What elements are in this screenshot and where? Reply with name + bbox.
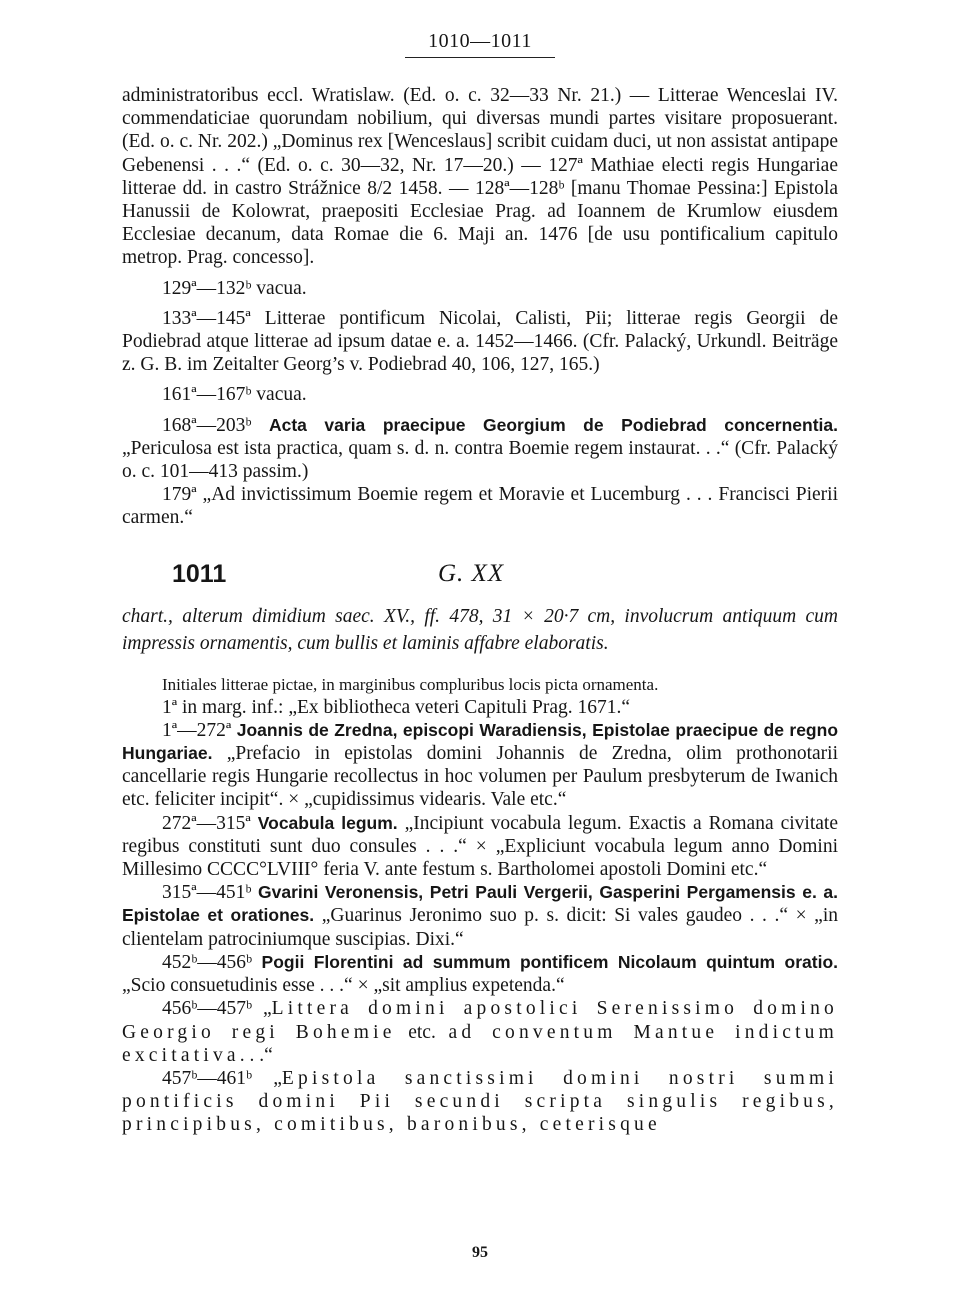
item-text: „Periculosa est ista practica, quam s. d. n. contra Boemie regem instaurat. . .“ (Cfr. Palacký o. c. 101—413 passim.) xyxy=(122,437,838,483)
header-title: 1010—1011 xyxy=(428,30,532,52)
folio-range: 457ᵇ—461ᵇ xyxy=(162,1067,253,1089)
folio-range: 168ª—203ᵇ xyxy=(162,414,252,436)
open-quote: „ xyxy=(273,1067,282,1089)
entry-1011-note: Initiales litterae pictae, in marginibus compluribus locis picta ornamenta. xyxy=(162,674,659,694)
shelf-signature: G. XX xyxy=(438,559,505,587)
entry-1010-vacua-1: 129ª—132ᵇ vacua. xyxy=(162,277,307,299)
folio-range: 456ᵇ—457ᵇ xyxy=(162,998,253,1020)
item-text: „Incipiunt vocabula legum. Exactis a Romana civitate regibus constituti sunt duo consules . . .“ × „Expliciunt vocabula legum anno Domini Millesimo CCCC°LVIII° feria V. ante festum s. Bartholomei apostoli Domini etc.“ xyxy=(122,812,838,881)
open-quote: „ xyxy=(262,998,272,1020)
entry-1011-item-littera xyxy=(122,997,838,1067)
entry-1011-description: chart., alterum dimidium saec. XV., ff. 478, 31 × 20·7 cm, involucrum antiquum cum impressis ornamentis, cum bullis et laminis affabre elaboratis. xyxy=(122,605,838,654)
entry-1011-heading xyxy=(122,560,838,600)
item-title: Gvarini Veronensis, Petri Pauli Vergerii, Gasperini Pergamensis e. a. Epistolae et orationes. xyxy=(122,882,838,926)
entry-1010-acta xyxy=(122,414,838,484)
spaced-title: Littera domini apostolici Serenissimo domino Georgio regi Bohemie xyxy=(122,998,838,1043)
item-title: Joannis de Zredna, episcopi Waradiensis, Epistolae praecipue de regno Hungariae. xyxy=(122,719,839,764)
page-number: 95 xyxy=(472,1244,488,1261)
header-rule xyxy=(405,57,555,58)
entry-1010-litterae-pontificum: 133ª—145ª Litterae pontificum Nicolai, Calisti, Pii; litterae regis Georgii de Podiebrad atque litterae ad ipsum datae e. a. 1452—1466. (Cfr. Palacký, Urkundl. Beiträge z. G. B. im Zeitalter Georg’s v. Podiebrad 40, 106, 127, 165.) xyxy=(122,307,838,376)
entry-1011-item-epistola xyxy=(122,1067,838,1137)
item-text: „Prefacio in epistolas domini Johannis de Zredna, olim prothonotarii cancellarie regis Hungarie recollectus in hoc volumen per Paulum presbyterum de Iwanich etc. feliciter incipit“. × „cupidissimus videaris. Vale etc.“ xyxy=(122,743,838,811)
main-text xyxy=(122,84,838,1137)
folio-range: 1ª—272ª xyxy=(162,719,232,741)
running-header xyxy=(0,30,960,58)
spaced-title-cont: ad conventum Mantue indictum excitativa xyxy=(122,1021,839,1066)
spaced-title: Epistola sanctissimi domini nostri summi pontificis domini Pii secundi scripta singulis regibus, principibus, comitibus, baronibus, ceterisque xyxy=(122,1067,838,1136)
folio-range: 272ª—315ª xyxy=(162,812,251,834)
entry-1010-continuation: administratoribus eccl. Wratislaw. (Ed. o. c. 32—33 Nr. 21.) — Litterae Wenceslai IV. commendaticiae quorundam nobilium, qui diversas mundi partes visitare proposuerant. (Ed. o. c. Nr. 202.) „Dominus rex [Wenceslaus] scribit cuidam duci, ut non assistat antipape Gebenensi . . .“ (Ed. o. c. 30—32, Nr. 17—20.) — 127ª Mathiae electi regis Hungariae litterae dd. in castro Strážnice 8/2 1458. — 128ª—128ᵇ [manu Thomae Pessina:] Epistola Hanussii de Kolowrat, praepositi Ecclesiae Prag. ad Ioannem de Krumlow eiusdem Ecclesiae decanum, data Romae die 6. Maji an. 1476 [de usu pontificalium capitulo metrop. Prag. concesso]. xyxy=(122,85,838,269)
item-text: „Guarinus Jeronimo suo p. s. dicit: Si vales gaudeo . . .“ × „in clientelam patrociniumque suscipias. Dixi.“ xyxy=(122,905,839,950)
item-title: Vocabula legum. xyxy=(257,812,398,833)
entry-1011-item-zredna xyxy=(122,719,838,812)
folio-range: 315ª—451ᵇ xyxy=(162,882,252,904)
entry-1010-vacua-2: 161ª—167ᵇ vacua. xyxy=(162,384,307,406)
entry-1011-item-gvarini xyxy=(122,881,838,951)
folio-range: 452ᵇ—456ᵇ xyxy=(162,951,253,973)
item-title: Acta varia praecipue Georgium de Podiebrad concernentia. xyxy=(268,414,839,435)
item-end: . . .“ xyxy=(239,1044,273,1066)
entry-1011-item-vocabula xyxy=(122,812,838,882)
item-text: etc. xyxy=(395,1021,449,1043)
entry-number: 1011 xyxy=(172,559,227,588)
item-text: „Scio consuetudinis esse . . .“ × „sit amplius expetenda.“ xyxy=(122,975,565,997)
entry-1011-item-pogii xyxy=(122,951,838,997)
item-title: Pogii Florentini ad summum pontificem Nicolaum quintum oratio. xyxy=(261,951,839,972)
entry-1011-ownership: 1ª in marg. inf.: „Ex bibliotheca veteri Capituli Prag. 1671.“ xyxy=(162,696,631,718)
entry-1010-carmen: 179ª „Ad invictissimum Boemie regem et Moravie et Lucemburg . . . Francisci Pierii carmen.“ xyxy=(122,484,838,529)
